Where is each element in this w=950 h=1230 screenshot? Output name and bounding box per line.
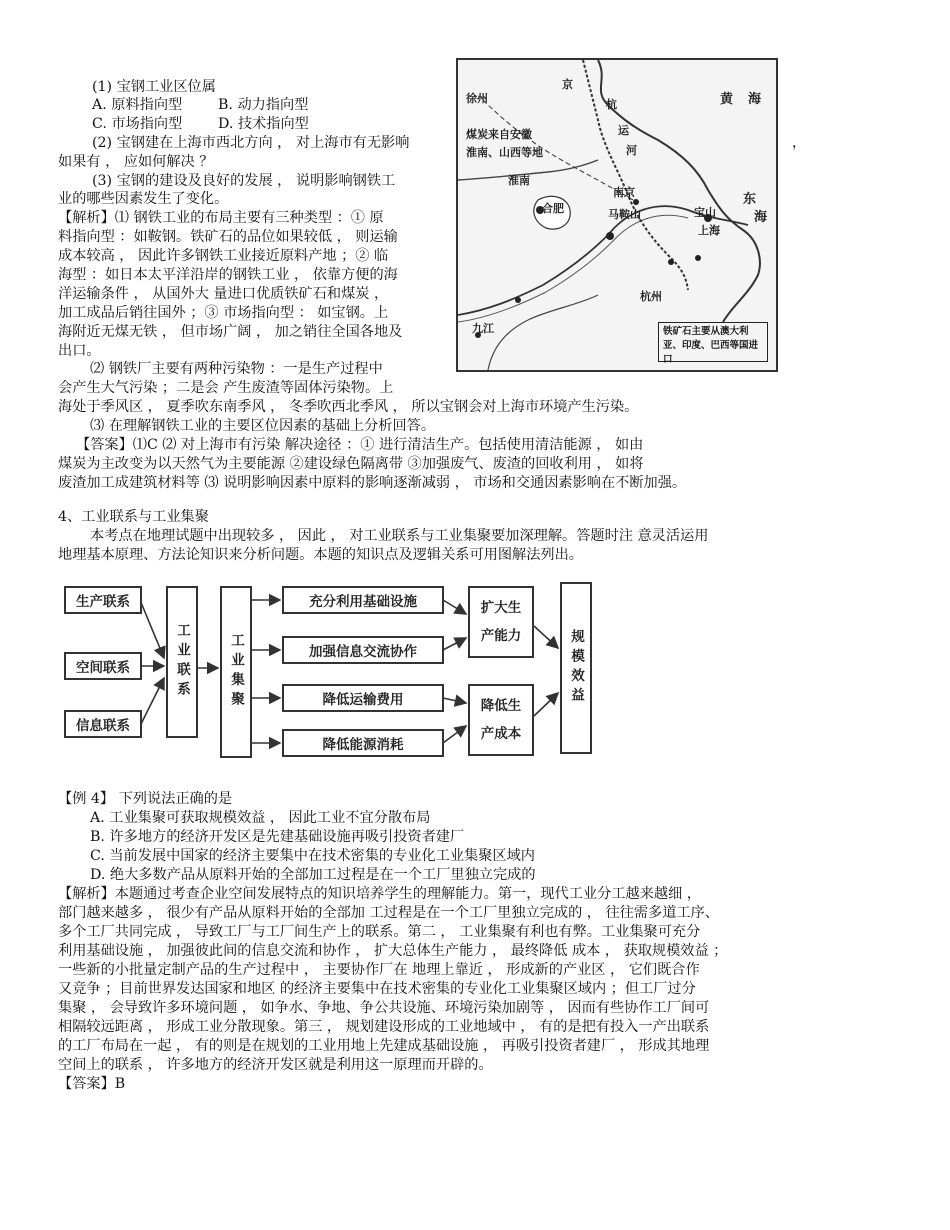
example-analysis-line: 部门越来越多 ， 很少有产品从原料开始的全部加 工过程是在一个工厂里独立完成的 ， 往往需多道工序、 [58, 905, 719, 921]
example-answer: 【答案】B [58, 1076, 126, 1092]
analysis-line: ⑵ 钢铁厂主要有两种污染物 ：一是生产过程中 [90, 361, 383, 377]
box-transport-cost: 降低运输费用 [282, 684, 444, 712]
industrial-linkage-diagram [58, 578, 598, 778]
question-2-cont: 如果有 ， 应如何解决 ？ [58, 154, 214, 170]
option-c: C. 市场指向型 [92, 116, 183, 132]
example-analysis-line: 又竞争 ；目前世界发达国家和地区 的经济主要集中在技术密集的专业化工业集聚区域内 ；但工厂过分 [58, 981, 696, 997]
question-3-cont: 业的哪些因素发生了变化。 [58, 191, 229, 207]
example-analysis-line: 的工厂布局在一起 ， 有的则是在规划的工业用地上先建成基础设施 ， 再吸引投资者建厂 ， 形成其地理 [58, 1038, 710, 1054]
example-option: B. 许多地方的经济开发区是先建基础设施再吸引投资者建厂 [90, 829, 465, 845]
map-label: 九江 [472, 322, 494, 335]
analysis-line: 海处于季风区 ， 夏季吹东南季风 ， 冬季吹西北季风 ， 所以宝钢会对上海市环境产生污染。 [58, 399, 639, 415]
map-label: 黄 [720, 92, 734, 107]
example-option: C. 当前发展中国家的经济主要集中在技术密集的专业化工业集聚区域内 [90, 848, 535, 864]
example-option: A. 工业集聚可获取规模效益 ， 因此工业不宜分散布局 [90, 810, 431, 826]
analysis-line: 海型 ：如日本太平洋沿岸的钢铁工业 ， 依靠方便的海 [58, 267, 398, 283]
section-paragraph: 地理基本原理、方法论知识来分析问题。本题的知识点及逻辑关系可用图解法列出。 [58, 547, 583, 563]
box-industrial-agglomeration: 工业集聚 [220, 586, 252, 758]
map-label: 京 [562, 78, 573, 91]
map-label: 徐州 [466, 92, 488, 105]
option-d: D. 技术指向型 [218, 116, 309, 132]
box-spatial-linkage: 空间联系 [64, 652, 142, 680]
map-note: 铁矿石主要从澳大利亚、印度、巴西等国进口 [658, 322, 768, 362]
map-label: 淮南 [508, 174, 530, 187]
box-industrial-linkage: 工业联系 [166, 586, 198, 738]
box-energy-consumption: 降低能源消耗 [282, 729, 444, 757]
answer-line: 煤炭为主改变为以天然气为主要能源 ②建设绿色隔离带 ③加强废气、废渣的回收利用 ， 如将 [58, 456, 644, 472]
example-analysis-line: 多个工厂共同完成 ， 导致工厂与工厂间生产上的联系。第二 ， 工业集聚有利也有弊。工业集聚可充分 [58, 924, 701, 940]
map-label: 宝山 [694, 206, 716, 219]
example-title: 【例 4】 下列说法正确的是 [58, 791, 233, 807]
section-paragraph: 本考点在地理试题中出现较多 ， 因此 ， 对工业联系与工业集聚要加深理解。答题时注 意灵活运用 [90, 528, 709, 544]
question-1: (1) 宝钢工业区位属 [92, 79, 216, 95]
example-analysis-line: 利用基础设施 ， 加强彼此间的信息交流和协作 ， 扩大总体生产能力 ， 最终降低 成本 ， 获取规模效益 ； [58, 943, 728, 959]
example-option: D. 绝大多数产品从原料开始的全部加工过程是在一个工厂里独立完成的 [90, 867, 536, 883]
map-label: 淮南、山西等地 [466, 146, 543, 159]
analysis-line: ⑶ 在理解钢铁工业的主要区位因素的基础上分析回答。 [90, 418, 436, 434]
question-2-comma: ， [792, 135, 807, 151]
map-label: 河 [626, 144, 637, 157]
box-information-exchange: 加强信息交流协作 [282, 636, 444, 664]
answer-line: 废渣加工成建筑材料等 ⑶ 说明影响因素中原料的影响逐渐减弱 ， 市场和交通因素影响在不断加强。 [58, 475, 687, 491]
map-label: 杭 [606, 98, 617, 111]
analysis-line: 海附近无煤无铁 ， 但市场广阔 ， 加之销往全国各地及 [58, 324, 403, 340]
example-analysis-line: 集聚 ， 会导致许多环境问题 ， 如争水、争地、争公共设施、环境污染加剧等 ， 因而有些协作工厂间可 [58, 1000, 710, 1016]
analysis-line: 成本较高 ， 因此许多钢铁工业接近原料产地 ；② 临 [58, 248, 389, 264]
box-production-linkage: 生产联系 [64, 586, 142, 614]
option-b: B. 动力指向型 [218, 97, 309, 113]
map-label: 上海 [698, 224, 720, 237]
answer-line: 【答案】⑴C ⑵ 对上海市有污染 解决途径 ：① 进行清洁生产。包括使用清洁能源 ， 如由 [76, 437, 644, 453]
analysis-line: 料指向型 ：如鞍钢。铁矿石的品位如果较低 ， 则运输 [58, 229, 398, 245]
section-title: 4、工业联系与工业集聚 [58, 509, 209, 525]
map-label: 海 [748, 92, 762, 107]
analysis-line: 加工成品后销往国外 ；③ 市场指向型 ： 如宝钢。上 [58, 305, 389, 321]
analysis-line: 【解析】⑴ 钢铁工业的布局主要有三种类型 ：① 原 [58, 210, 384, 226]
map-label: 合肥 [542, 202, 564, 215]
box-expand-capacity: 扩大生产能力 [468, 586, 534, 658]
example-analysis-line: 【解析】本题通过考查企业空间发展特点的知识培养学生的理解能力。第一，现代工业分工越来越细 ， [58, 886, 701, 902]
option-a: A. 原料指向型 [92, 97, 183, 113]
box-reduce-cost: 降低生产成本 [468, 684, 534, 756]
example-analysis-line: 一些新的小批量定制产品的生产过程中 ， 主要协作厂在 地理上靠近 ， 形成新的产业区 ， 它们既合作 [58, 962, 700, 978]
box-infrastructure: 充分利用基础设施 [282, 586, 444, 614]
map-label: 运 [618, 124, 629, 137]
map-label: 煤炭来自安徽 [466, 128, 532, 141]
analysis-line: 洋运输条件 ， 从国外大 量进口优质铁矿石和煤炭 ， [58, 286, 389, 302]
map-label: 南京 [613, 186, 635, 199]
map-label: 杭州 [640, 290, 662, 303]
map-label: 海 [754, 210, 768, 225]
question-3: (3) 宝钢的建设及良好的发展 ， 说明影响钢铁工 [92, 173, 396, 189]
map-label: 马鞍山 [608, 208, 641, 221]
example-analysis-line: 相隔较远距离 ， 形成工业分散现象。第三 ， 规划建设形成的工业地域中 ， 有的是把有投入一产出联系 [58, 1019, 710, 1035]
baosteel-location-map [456, 58, 778, 372]
box-scale-benefit: 规模效益 [560, 582, 592, 754]
example-analysis-line: 空间上的联系 ， 许多地方的经济开发区就是利用这一原理而开辟的。 [58, 1057, 493, 1073]
analysis-line: 出口。 [58, 343, 101, 359]
analysis-line: 会产生大气污染 ；二是会 产生废渣等固体污染物。上 [58, 380, 394, 396]
map-label: 东 [743, 192, 757, 207]
question-2: (2) 宝钢建在上海市西北方向 ， 对上海市有无影响 [92, 135, 410, 151]
box-information-linkage: 信息联系 [64, 710, 142, 738]
